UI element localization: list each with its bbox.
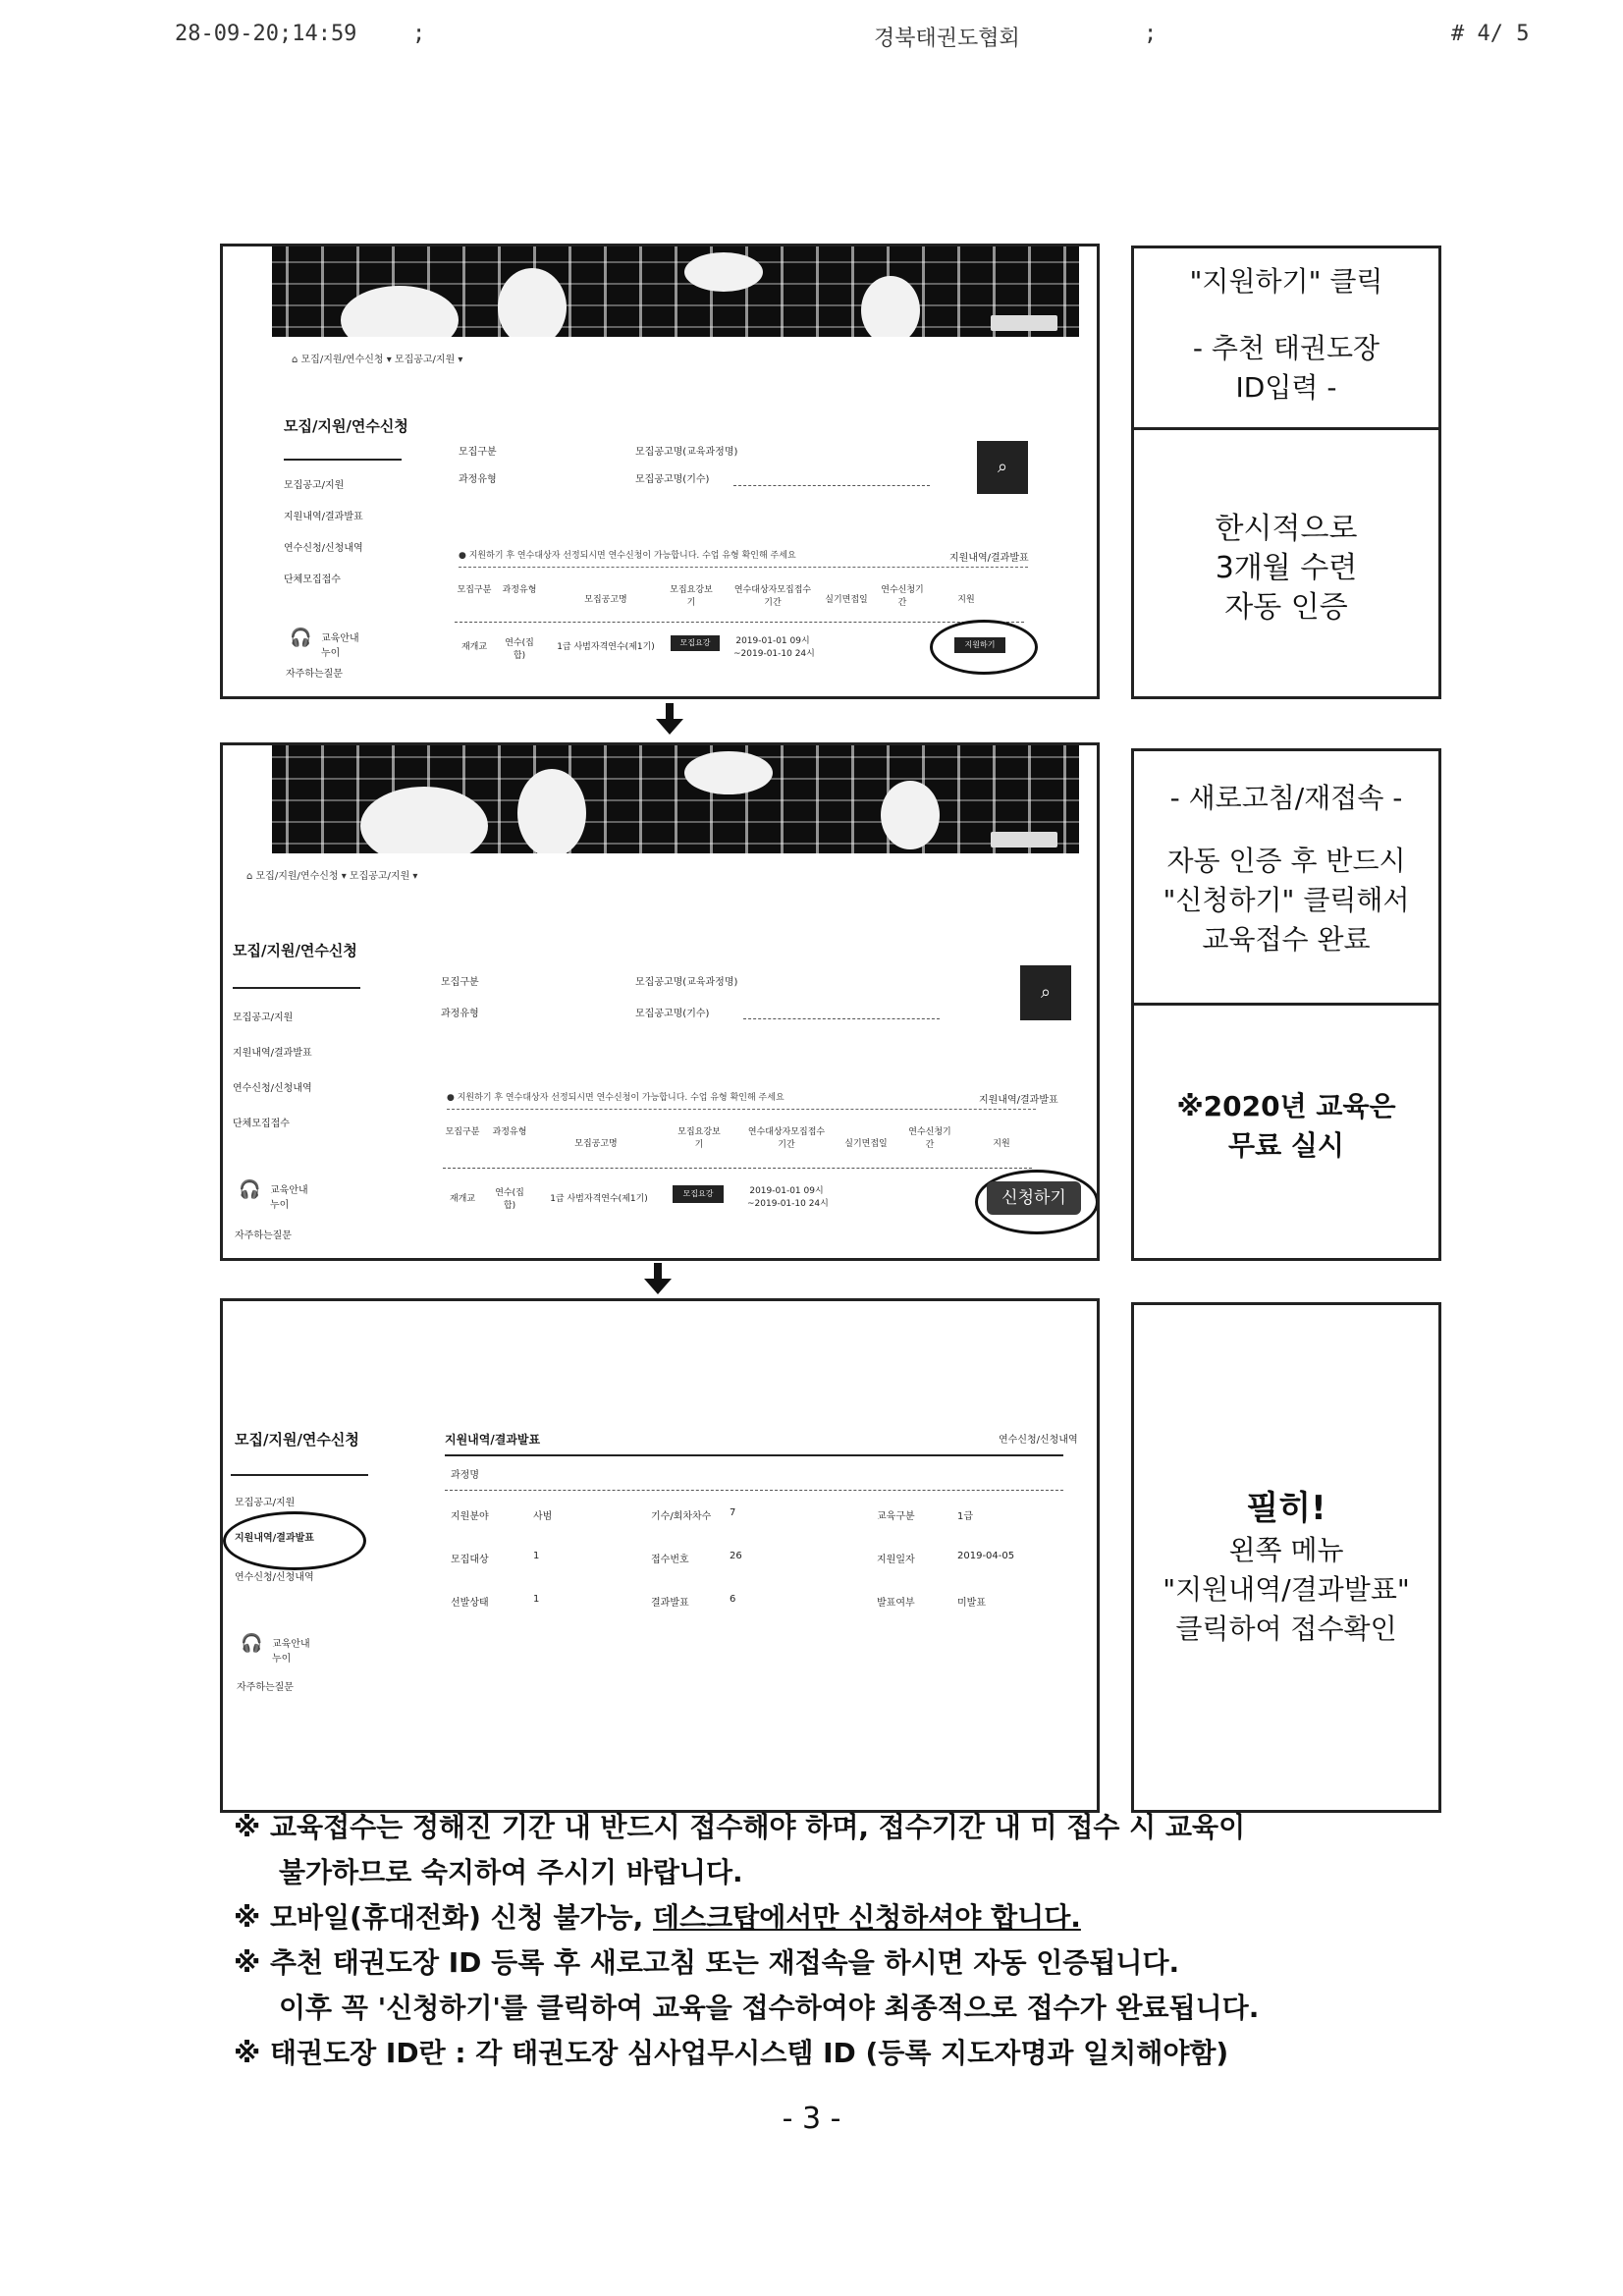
note-line: ※2020년 교육은	[1176, 1090, 1396, 1122]
note-line: 왼쪽 메뉴	[1228, 1534, 1344, 1566]
table-cell: 모집대상	[451, 1555, 489, 1565]
results-link[interactable]: 지원내역/결과발표	[979, 1095, 1058, 1106]
breadcrumb[interactable]: ⌂ 모집/지원/연수신청 ▾ 모집공고/지원 ▾	[292, 355, 463, 365]
note-line: 필히!	[1246, 1489, 1326, 1528]
table-cell: 재개교	[460, 642, 488, 652]
note-line: - 추천 태권도장	[1192, 332, 1380, 364]
page-number: - 3 -	[782, 2102, 841, 2136]
header-banner-image	[272, 246, 1079, 337]
sidebar-item-recruit-notice[interactable]: 모집공고/지원	[233, 1012, 294, 1023]
table-cell: 지원분야	[451, 1511, 489, 1522]
notice-text: 지원하기 후 연수대상자 선정되시면 연수신청이 가능합니다. 수업 유형 확인해 주세요	[468, 551, 796, 561]
header-banner-image	[272, 745, 1079, 853]
note-text	[1134, 1087, 1438, 1166]
footer-notes	[234, 1805, 1412, 2076]
notice-text: 지원하기 후 연수대상자 선정되시면 연수신청이 가능합니다. 수업 유형 확인해 주세요	[457, 1093, 784, 1103]
table-cell: 2019-01-01 09시 ~2019-01-10 24시	[747, 1186, 829, 1209]
search-label-recruit-type: 모집구분	[441, 977, 479, 988]
table-cell: 사범	[533, 1511, 553, 1522]
search-button[interactable]	[1020, 965, 1071, 1020]
sidebar-item-application-results[interactable]: 지원내역/결과발표	[235, 1533, 314, 1544]
sidebar-item-recruit-notice[interactable]: 모집공고/지원	[235, 1498, 296, 1508]
table-cell: 6	[730, 1594, 736, 1605]
content-title: 지원내역/결과발표	[445, 1433, 541, 1447]
fax-page: # 4/ 5	[1451, 22, 1530, 46]
note-line: 클릭하여 접수확인	[1175, 1613, 1397, 1645]
table-cell: 1	[533, 1551, 540, 1561]
breadcrumb[interactable]: ⌂ 모집/지원/연수신청 ▾ 모집공고/지원 ▾	[246, 871, 418, 882]
nav-title: 모집/지원/연수신청	[233, 942, 357, 959]
table-header: 모집요강보기	[670, 585, 713, 608]
help-label[interactable]: 교육안내 누이	[272, 1639, 310, 1665]
table-header: 연수신청기간	[881, 585, 924, 608]
search-label-term: 모집공고명(기수)	[635, 474, 710, 485]
table-cell: 1급	[957, 1511, 974, 1522]
table-header: 모집구분	[457, 585, 492, 595]
note-text	[1134, 262, 1438, 408]
note-text: ※ 모바일(휴대전화) 신청 불가능,	[234, 1901, 654, 1934]
search-label-course-name: 모집공고명(교육과정명)	[635, 977, 738, 988]
note-line: "지원하기" 클릭	[1189, 265, 1383, 298]
search-icon: ⌕	[1040, 982, 1052, 1003]
headset-icon: 🎧	[241, 1633, 263, 1654]
note-line: 한시적으로	[1215, 512, 1358, 546]
table-cell: 7	[730, 1507, 736, 1518]
training-apply-link[interactable]: 연수신청/신청내역	[999, 1435, 1078, 1446]
note-line: 자동 인증	[1224, 590, 1348, 625]
table-cell: 지원일자	[877, 1555, 915, 1565]
note-line: ※ 추천 태권도장 ID 등록 후 새로고침 또는 재접속을 하시면 자동 인증됩니다.	[234, 1946, 1180, 1979]
sidebar-item-group-recruit[interactable]: 단체모집접수	[233, 1119, 290, 1129]
table-cell: 재개교	[449, 1194, 476, 1204]
faq-link[interactable]: 자주하는질문	[286, 669, 343, 680]
note-line: 불가하므로 숙지하여 주시기 바랍니다.	[279, 1856, 743, 1888]
search-button[interactable]	[977, 441, 1028, 494]
sidebar-item-group-recruit[interactable]: 단체모집접수	[284, 574, 341, 585]
down-arrow-icon	[656, 703, 683, 737]
nav-title: 모집/지원/연수신청	[284, 417, 408, 435]
faq-link[interactable]: 자주하는질문	[235, 1230, 292, 1241]
fax-separator: ;	[412, 22, 426, 46]
note-box-step2	[1131, 748, 1441, 1261]
table-header: 연수신청기간	[908, 1127, 951, 1150]
table-header: 과정유형	[502, 585, 537, 595]
table-cell: 1급 사범자격연수(제1기)	[550, 1194, 648, 1204]
fax-separator: ;	[1144, 22, 1158, 46]
note-box-step3	[1131, 1302, 1441, 1813]
table-cell: 기수/회차차수	[651, 1511, 712, 1522]
table-cell: 2019-01-01 09시 ~2019-01-10 24시	[733, 636, 815, 659]
table-cell: 결과발표	[651, 1598, 689, 1609]
sidebar-item-training-apply[interactable]: 연수신청/신청내역	[284, 543, 363, 554]
table-header: 모집공고명	[574, 1139, 618, 1149]
fax-header	[0, 22, 1623, 61]
note-text	[1134, 1486, 1438, 1649]
table-cell: 1급 사범자격연수(제1기)	[557, 642, 655, 652]
table-cell: 발표여부	[877, 1598, 915, 1609]
note-line	[234, 1895, 1412, 1941]
screenshot-panel-apply	[220, 244, 1100, 699]
note-line: "지원내역/결과발표"	[1163, 1573, 1410, 1606]
table-header: 연수대상자모집접수기간	[747, 1127, 826, 1150]
note-line: 교육접수 완료	[1202, 923, 1371, 956]
table-header: 지원	[957, 595, 975, 605]
note-line: "신청하기" 클릭해서	[1163, 884, 1410, 916]
headset-icon: 🎧	[239, 1179, 261, 1200]
table-header: 실기면접일	[844, 1139, 888, 1149]
table-cell: 1	[533, 1594, 540, 1605]
field-label-course: 과정명	[451, 1470, 479, 1481]
down-arrow-icon	[644, 1263, 672, 1296]
guide-button[interactable]: 모집요강	[673, 1185, 724, 1203]
table-header: 모집요강보기	[677, 1127, 721, 1150]
search-label-course-type: 과정유형	[459, 474, 497, 485]
sidebar-item-training-apply[interactable]: 연수신청/신청내역	[233, 1083, 312, 1094]
table-header: 실기면접일	[825, 595, 868, 605]
table-cell: 교육구분	[877, 1511, 915, 1522]
help-label[interactable]: 교육안내 누이	[270, 1185, 308, 1211]
search-label-course-name: 모집공고명(교육과정명)	[635, 447, 738, 458]
info-icon: ●	[459, 551, 466, 561]
sidebar-item-recruit-notice[interactable]: 모집공고/지원	[284, 480, 345, 491]
fax-datetime: 28-09-20;14:59	[175, 22, 357, 46]
note-text	[1134, 510, 1438, 628]
table-header: 모집공고명	[584, 595, 627, 605]
screenshot-panel-confirm	[220, 1298, 1100, 1813]
note-line: ID입력 -	[1235, 371, 1337, 404]
table-cell: 미발표	[957, 1598, 986, 1609]
note-line: ※ 교육접수는 정해진 기간 내 반드시 접수해야 하며, 접수기간 내 미 접수 시 교육이	[234, 1811, 1246, 1843]
nav-title: 모집/지원/연수신청	[235, 1431, 359, 1449]
headset-icon: 🎧	[290, 628, 312, 648]
faq-link[interactable]: 자주하는질문	[237, 1682, 294, 1693]
info-icon: ●	[447, 1093, 455, 1103]
search-label-course-type: 과정유형	[441, 1009, 479, 1019]
table-header: 모집구분	[445, 1127, 480, 1137]
notice-bar	[447, 1087, 1036, 1110]
table-cell: 접수번호	[651, 1555, 689, 1565]
table-header: 과정유형	[492, 1127, 527, 1137]
apply-button[interactable]: 지원하기	[954, 637, 1005, 653]
table-cell: 선발상태	[451, 1598, 489, 1609]
note-line: 자동 인증 후 반드시	[1166, 845, 1406, 877]
highlight-oval	[223, 1511, 366, 1570]
search-label-term: 모집공고명(기수)	[635, 1009, 710, 1019]
screenshot-panel-submit	[220, 742, 1100, 1261]
table-cell: 2019-04-05	[957, 1551, 1015, 1561]
note-line: ※ 태권도장 ID란 : 각 태권도장 심사업무시스템 ID (등록 지도자명과 일치해야함)	[234, 2037, 1229, 2069]
guide-button[interactable]: 모집요강	[671, 635, 720, 651]
table-cell: 26	[730, 1551, 742, 1561]
note-line: 무료 실시	[1228, 1129, 1344, 1162]
table-header: 연수대상자모집접수기간	[733, 585, 812, 608]
note-line: 3개월 수련	[1215, 551, 1358, 585]
fax-organization: 경북태권도협회	[874, 27, 1020, 51]
search-icon: ⌕	[997, 457, 1008, 477]
note-text	[1134, 779, 1438, 959]
submit-application-button[interactable]: 신청하기	[987, 1181, 1081, 1215]
table-cell: 연수(집합)	[505, 638, 534, 661]
results-link[interactable]: 지원내역/결과발표	[949, 553, 1029, 564]
underlined-text: 데스크탑에서만 신청하셔야 합니다.	[653, 1901, 1081, 1934]
notice-bar	[459, 545, 1028, 568]
sidebar-item-training-apply[interactable]: 연수신청/신청내역	[235, 1572, 314, 1583]
note-line: - 새로고침/재접속 -	[1169, 782, 1403, 814]
note-box-step1	[1131, 246, 1441, 699]
table-header: 지원	[993, 1139, 1010, 1149]
table-cell: 연수(집합)	[495, 1188, 524, 1211]
help-label[interactable]: 교육안내 누이	[321, 633, 359, 659]
sidebar-item-application-results[interactable]: 지원내역/결과발표	[284, 512, 363, 522]
sidebar-item-application-results[interactable]: 지원내역/결과발표	[233, 1048, 312, 1059]
note-line: 이후 꼭 '신청하기'를 클릭하여 교육을 접수하여야 최종적으로 접수가 완료됩니다.	[279, 1992, 1260, 2024]
search-label-recruit-type: 모집구분	[459, 447, 497, 458]
